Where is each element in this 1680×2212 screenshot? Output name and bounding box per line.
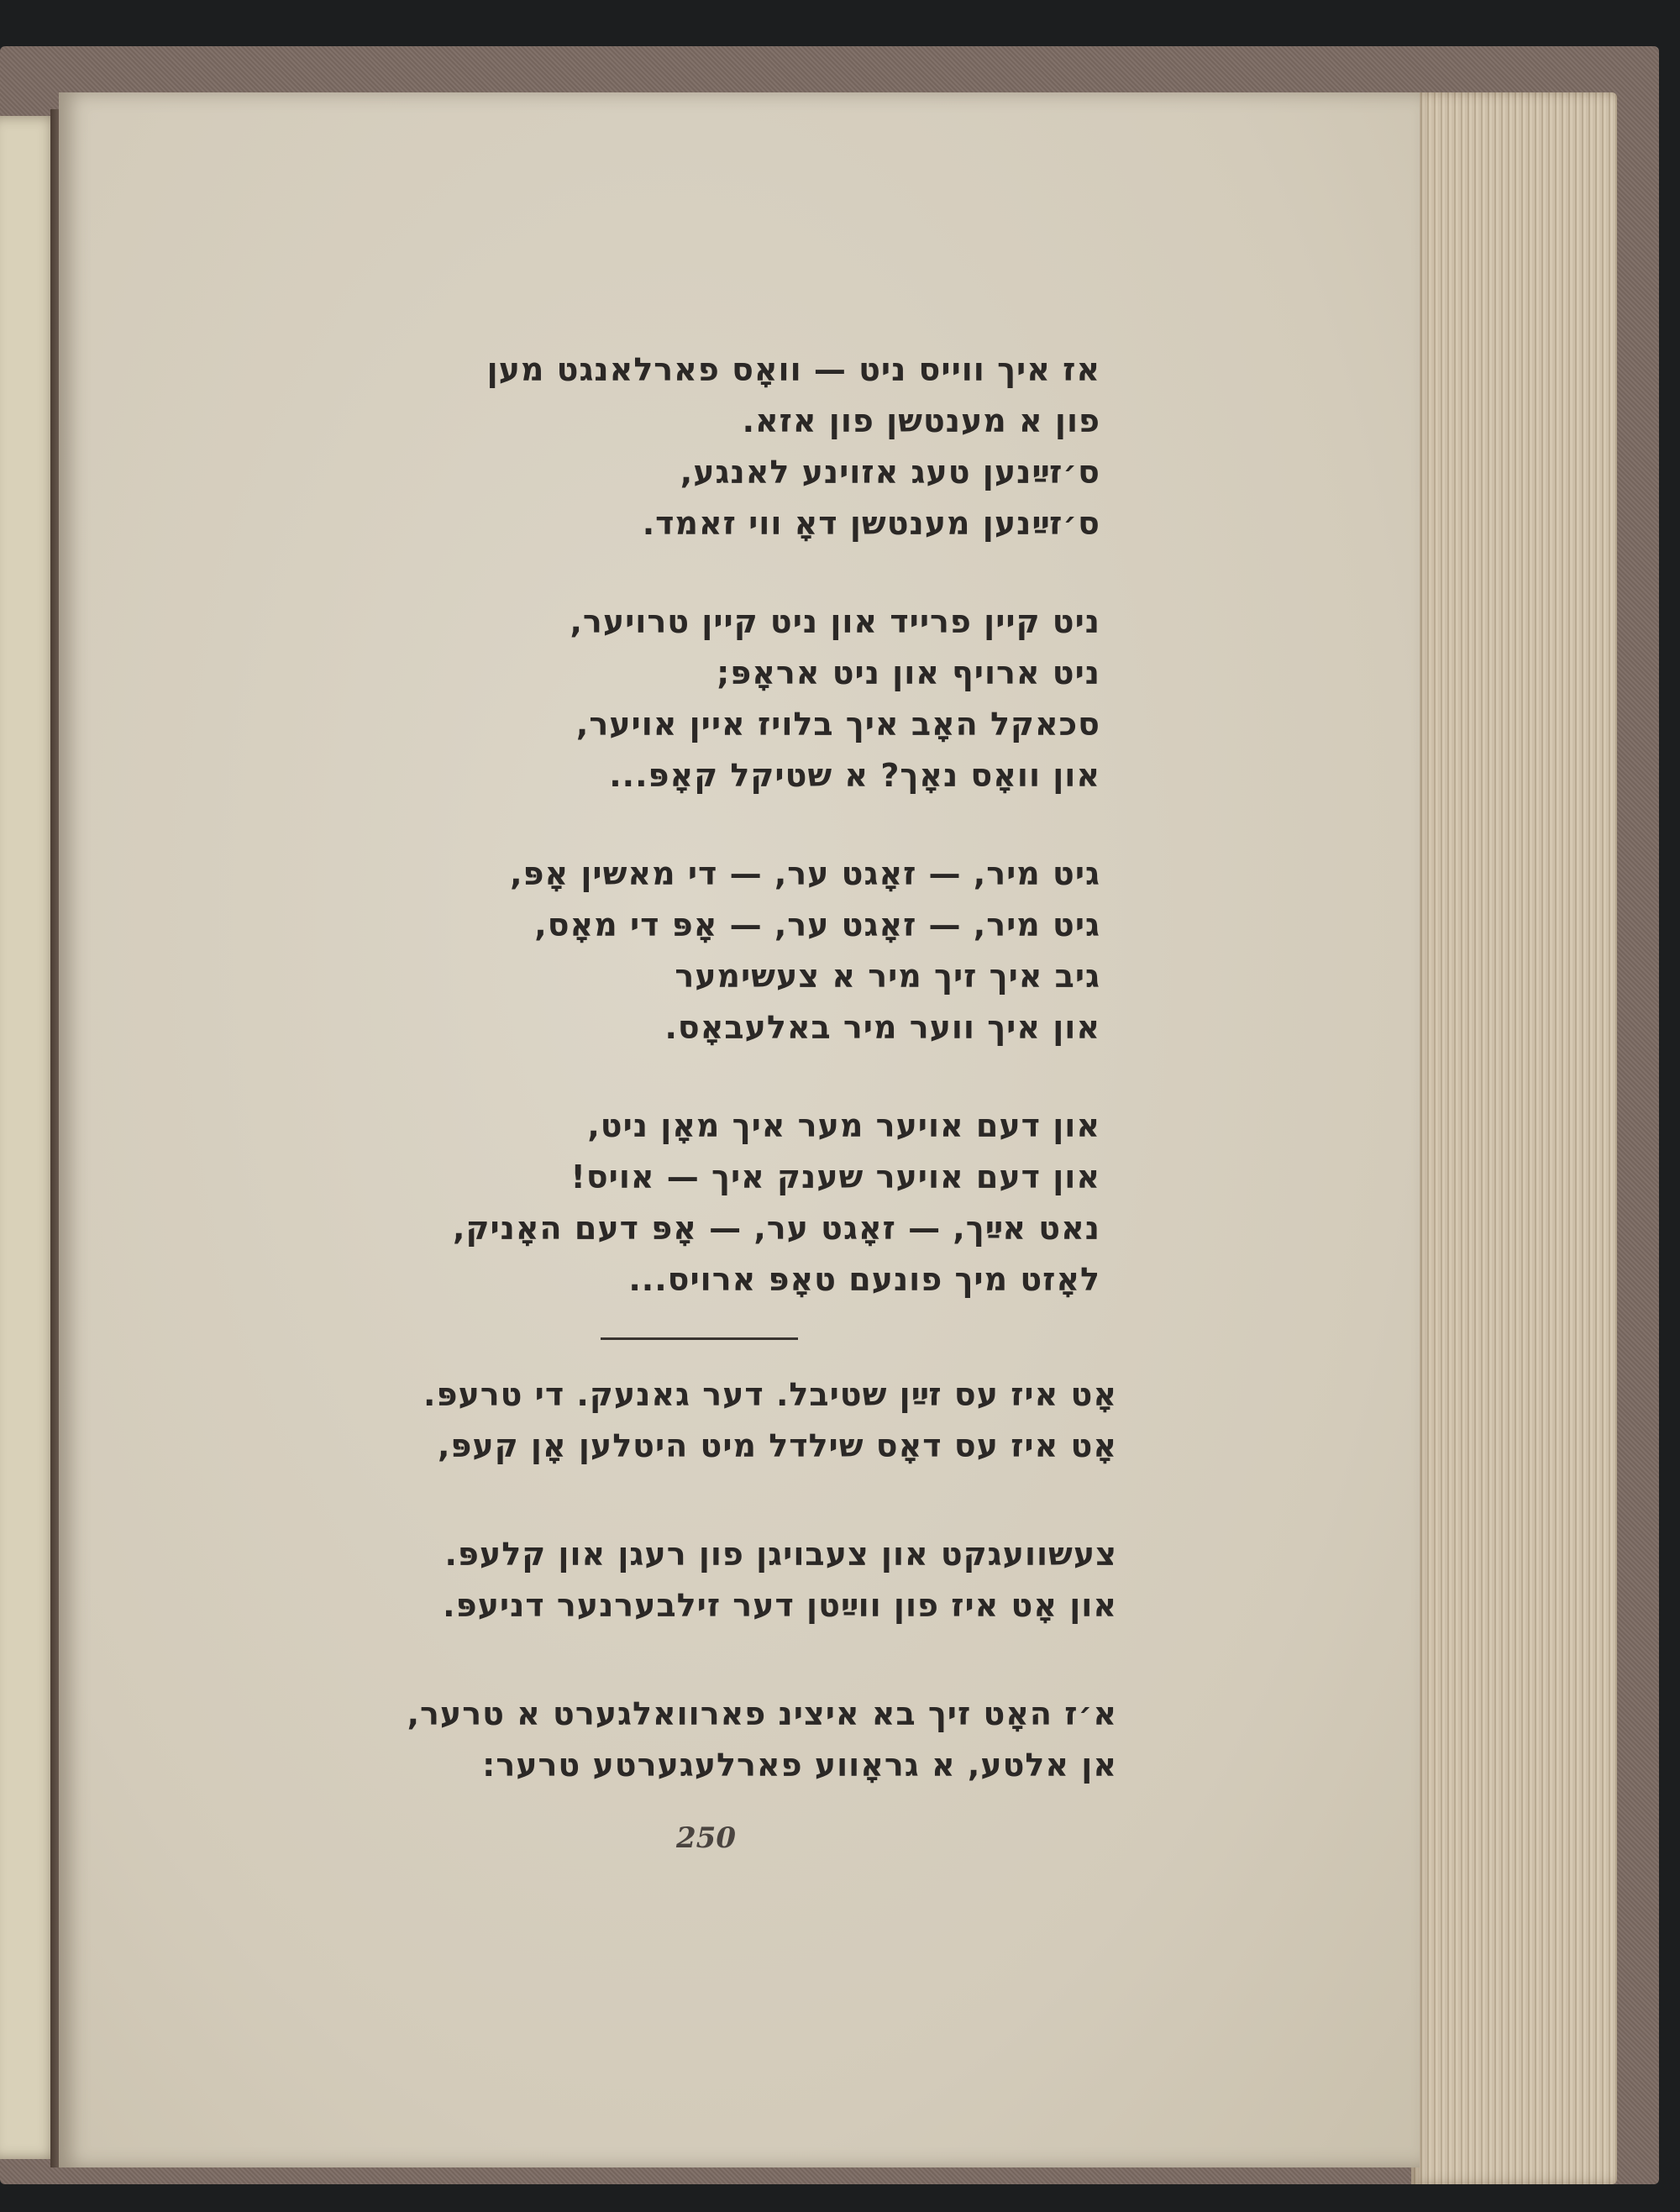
poem-line: גיט מיר, — זאָגט ער, — אָפּ די מאָס, xyxy=(534,906,1100,943)
poem-line: גיב איך זיך מיר א צעשימער xyxy=(675,958,1100,995)
poem-line: אז איך ווייס ניט — וואָס פארלאנגט מען xyxy=(486,351,1100,388)
stanza-3 xyxy=(510,849,1100,1053)
poem-line: ניט קיין פרייד און ניט קיין טרויער, xyxy=(570,603,1100,640)
stanza-1 xyxy=(487,344,1100,549)
poem-line: און וואָס נאָך? א שטיקל קאָפּ... xyxy=(609,757,1100,794)
book-page xyxy=(59,92,1420,2167)
poem-line: גיט מיר, — זאָגט ער, — די מאשין אָפּ, xyxy=(510,855,1100,892)
stanza-4 xyxy=(453,1101,1100,1306)
poem-line: אָט איז עס זײַן שטיבל. דער גאנעק. די טרעפּ. xyxy=(423,1376,1117,1413)
page-edges xyxy=(1411,92,1617,2184)
page-number: 250 xyxy=(676,1821,736,1855)
stanza-7 xyxy=(407,1689,1117,1791)
poem-line: און דעם אויער שענק איך — אויס! xyxy=(570,1159,1100,1195)
poem-line: אָט איז עס דאָס שילדל מיט היטלען אָן קעפּ, xyxy=(437,1427,1117,1464)
poem-text xyxy=(59,92,1420,2167)
poem-line: א׳ז האָט זיך בא איצינ פארוואלגערט א טרער, xyxy=(407,1695,1117,1732)
poem-line: ניט ארויף און ניט אראָפּ; xyxy=(717,654,1100,691)
poem-line: נאט אײַך, — זאָגט ער, — אָפּ דעם האָניק, xyxy=(453,1210,1100,1247)
poem-line: און דעם אויער מער איך מאָן ניט, xyxy=(587,1107,1100,1144)
section-divider xyxy=(601,1337,798,1340)
poem-line: ס׳זײַנען מענטשן דאָ ווי זאמד. xyxy=(642,505,1100,542)
poem-line: צעשוועגקט און צעבויגן פון רעגן און קלעפּ. xyxy=(444,1536,1117,1573)
poem-line: ס׳זײַנען טעג אזוינע לאנגע, xyxy=(680,454,1100,491)
poem-line: און איך ווער מיר באלעבאָס. xyxy=(664,1009,1100,1046)
poem-line: פון א מענטשן פון אזא. xyxy=(742,402,1100,439)
poem-line: לאָזט מיך פונעם טאָפּ ארויס... xyxy=(628,1261,1100,1298)
poem-line: און אָט איז פון ווײַטן דער זילבערנער דניעפּ. xyxy=(443,1587,1117,1624)
poem-line: סכאקל האָב איך בלויז איין אויער, xyxy=(575,706,1100,743)
stanza-2 xyxy=(570,596,1101,801)
stanza-5 xyxy=(423,1369,1117,1472)
poem-line: אן אלטע, א גראָווע פארלעגערטע טרער: xyxy=(482,1747,1117,1784)
stanza-6 xyxy=(443,1529,1117,1631)
